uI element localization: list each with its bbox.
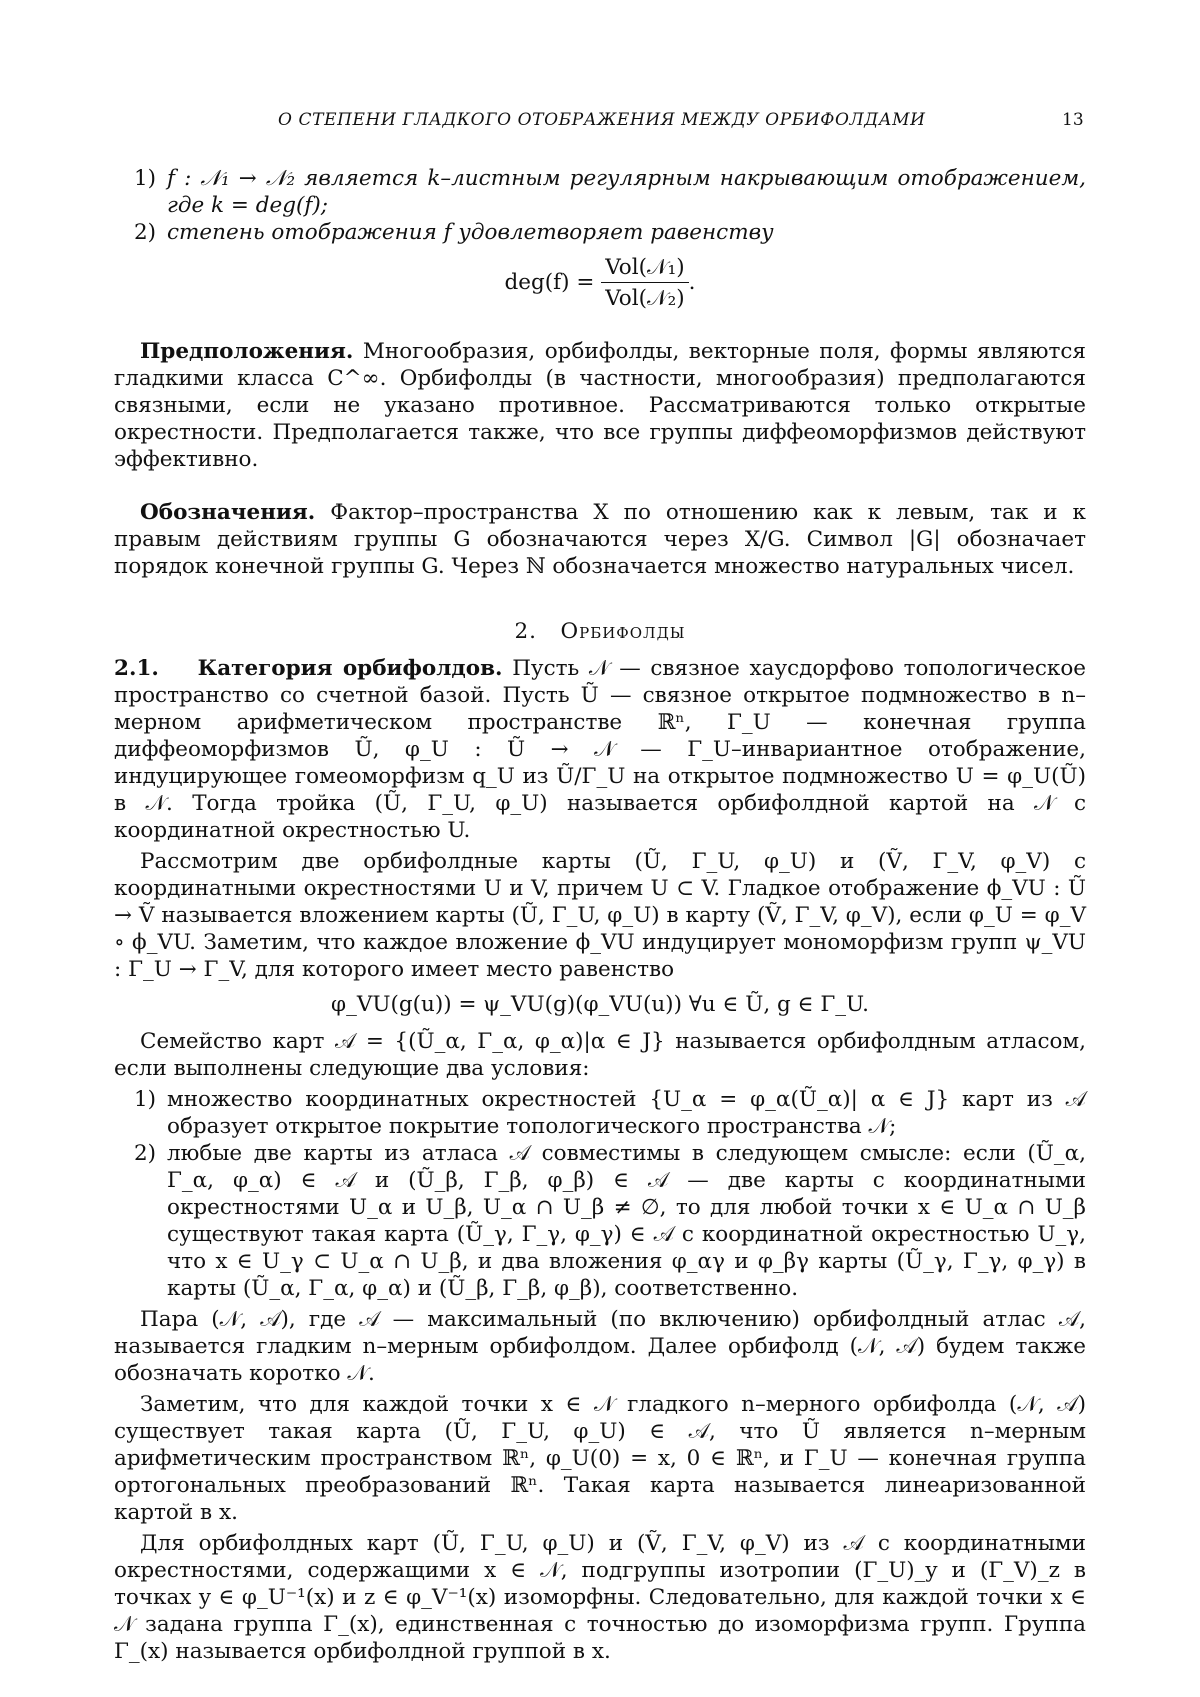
paragraph-orbifold-definition: Пара (𝒩, 𝒜), где 𝒜 — максимальный (по включению) орбифолдный атлас 𝒜, называется гладким n–мерным орбифолдом. Далее орбифолд (𝒩, 𝒜) будем также обозначать коротко 𝒩.	[114, 1307, 1086, 1386]
paragraph-embedding: Рассмотрим две орбифолдные карты (Ũ, Γ_U, φ_U) и (Ṽ, Γ_V, φ_V) с координатными окрестностями U и V, причем U ⊂ V. Гладкое отображение ϕ_VU : Ũ → Ṽ называется вложением карты (Ũ, Γ_U, φ_U) в карту (Ṽ, Γ_V, φ_V), если φ_U = φ_V ∘ ϕ_VU. Заметим, что каждое вложение ϕ_VU индуцирует мономорфизм групп ψ_VU : Γ_U → Γ_V, для которого имеет место равенство	[114, 849, 1086, 982]
atlas-condition-1	[114, 1086, 1086, 1140]
item-number: 1)	[134, 1087, 157, 1112]
notation-title: Обозначения.	[140, 500, 316, 525]
formula-equivariance: φ_VU(g(u)) = ψ_VU(g)(φ_VU(u)) ∀u ∈ Ũ, g ∈ Γ_U.	[331, 992, 869, 1017]
assumptions-text: Многообразия, орбифолды, векторные поля, формы являются гладкими класса C^∞. Орбифолды (в частности, многообразия) предполагаются связными, если не указано противное. Рассматриваются только открытые окрестности. Предполагается также, что все группы диффеоморфизмов действуют эффективно.	[114, 339, 1086, 472]
assumptions-paragraph	[114, 338, 1086, 473]
fraction-numerator: Vol(𝒩₁)	[601, 254, 688, 283]
formula-tail: .	[688, 270, 696, 295]
paragraph-linearized-chart: Заметим, что для каждой точки x ∈ 𝒩 гладкого n–мерного орбифолда (𝒩, 𝒜) существует такая карта (Ũ, Γ_U, φ_U) ∈ 𝒜, что Ũ является n–мерным арифметическим пространством ℝⁿ, φ_U(0) = x, 0 ∈ ℝⁿ, и Γ_U — конечная группа ортогональных преобразований ℝⁿ. Такая карта называется линеаризованной картой в x.	[114, 1392, 1086, 1525]
item-number: 1)	[134, 166, 157, 191]
fraction-denominator: Vol(𝒩₂)	[605, 286, 685, 311]
notation-text: Фактор–пространства X по отношению как к левым, так и к правым действиям группы G обозначаются через X/G. Символ |G| обозначает порядок конечной группы G. Через ℕ обозначается множество натуральных чисел.	[114, 500, 1086, 579]
running-title: О СТЕПЕНИ ГЛАДКОГО ОТОБРАЖЕНИЯ МЕЖДУ ОРБИФОЛДАМИ	[278, 110, 926, 130]
item-text: степень отображения f удовлетворяет равенству	[167, 220, 774, 245]
subsection-title: Категория орбифолдов.	[197, 656, 503, 681]
section-heading	[114, 618, 1086, 645]
notation-paragraph	[114, 499, 1086, 580]
paragraph-orbifold-group: Для орбифолдных карт (Ũ, Γ_U, φ_U) и (Ṽ, Γ_V, φ_V) из 𝒜 с координатными окрестностями, содержащими x ∈ 𝒩, подгруппы изотропии (Γ_U)_y и (Γ_V)_z в точках y ∈ φ_U⁻¹(x) и z ∈ φ_V⁻¹(x) изоморфны. Следовательно, для каждой точки x ∈ 𝒩 задана группа Γ_(x), единственная с точностью до изоморфизма групп. Группа Γ_(x) называется орбифолдной группой в x.	[114, 1531, 1086, 1664]
page-number: 13	[1062, 110, 1084, 130]
section-number: 2.	[514, 619, 537, 644]
paragraph-text: Пусть 𝒩 — связное хаусдорфово топологическое пространство со счетной базой. Пусть Ũ — связное открытое подмножество в n–мерном арифметическом пространстве ℝⁿ, Γ_U — конечная группа диффеоморфизмов Ũ, φ_U : Ũ → 𝒩 — Γ_U–инвариантное отображение, индуцирующее гомеоморфизм q_U из Ũ/Γ_U на открытое подмножество U = φ_U(Ũ) в 𝒩. Тогда тройка (Ũ, Γ_U, φ_U) называется орбифолдной картой на 𝒩 с координатной окрестностью U.	[114, 656, 1086, 843]
theorem-item-1	[114, 165, 1086, 219]
section-title: Орбифолды	[560, 619, 686, 644]
theorem-item-2	[114, 219, 1086, 246]
page-body	[114, 165, 1086, 1665]
paragraph-atlas: Семейство карт 𝒜 = {(Ũ_α, Γ_α, φ_α)|α ∈ J} называется орбифолдным атласом, если выполнены следующие два условия:	[114, 1029, 1086, 1081]
formula-degree	[114, 254, 1086, 312]
subsection-paragraph-1	[114, 655, 1086, 844]
item-number: 2)	[134, 220, 157, 245]
item-number: 2)	[134, 1141, 157, 1166]
item-text: любые две карты из атласа 𝒜 совместимы в следующем смысле: если (Ũ_α, Γ_α, φ_α) ∈ 𝒜 и (Ũ_β, Γ_β, φ_β) ∈ 𝒜 — две карты с координатными окрестностями U_α и U_β, U_α ∩ U_β ≠ ∅, то для любой точки x ∈ U_α ∩ U_β существуют такая карта (Ũ_γ, Γ_γ, φ_γ) ∈ 𝒜 с координатной окрестностью U_γ, что x ∈ U_γ ⊂ U_α ∩ U_β, и два вложения φ_αγ и φ_βγ карты (Ũ_γ, Γ_γ, φ_γ) в карты (Ũ_α, Γ_α, φ_α) и (Ũ_β, Γ_β, φ_β), соответственно.	[167, 1141, 1086, 1301]
item-text: множество координатных окрестностей {U_α = φ_α(Ũ_α)| α ∈ J} карт из 𝒜 образует открытое покрытие топологического пространства 𝒩;	[167, 1087, 1086, 1139]
fraction	[601, 254, 688, 312]
item-text: f : 𝒩₁ → 𝒩₂ является k–листным регулярным накрывающим отображением, где k = deg(f);	[167, 166, 1086, 218]
atlas-condition-2	[114, 1140, 1086, 1302]
formula-lhs: deg(f) =	[504, 270, 595, 295]
subsection-number: 2.1.	[114, 656, 159, 681]
assumptions-title: Предположения.	[140, 339, 354, 364]
